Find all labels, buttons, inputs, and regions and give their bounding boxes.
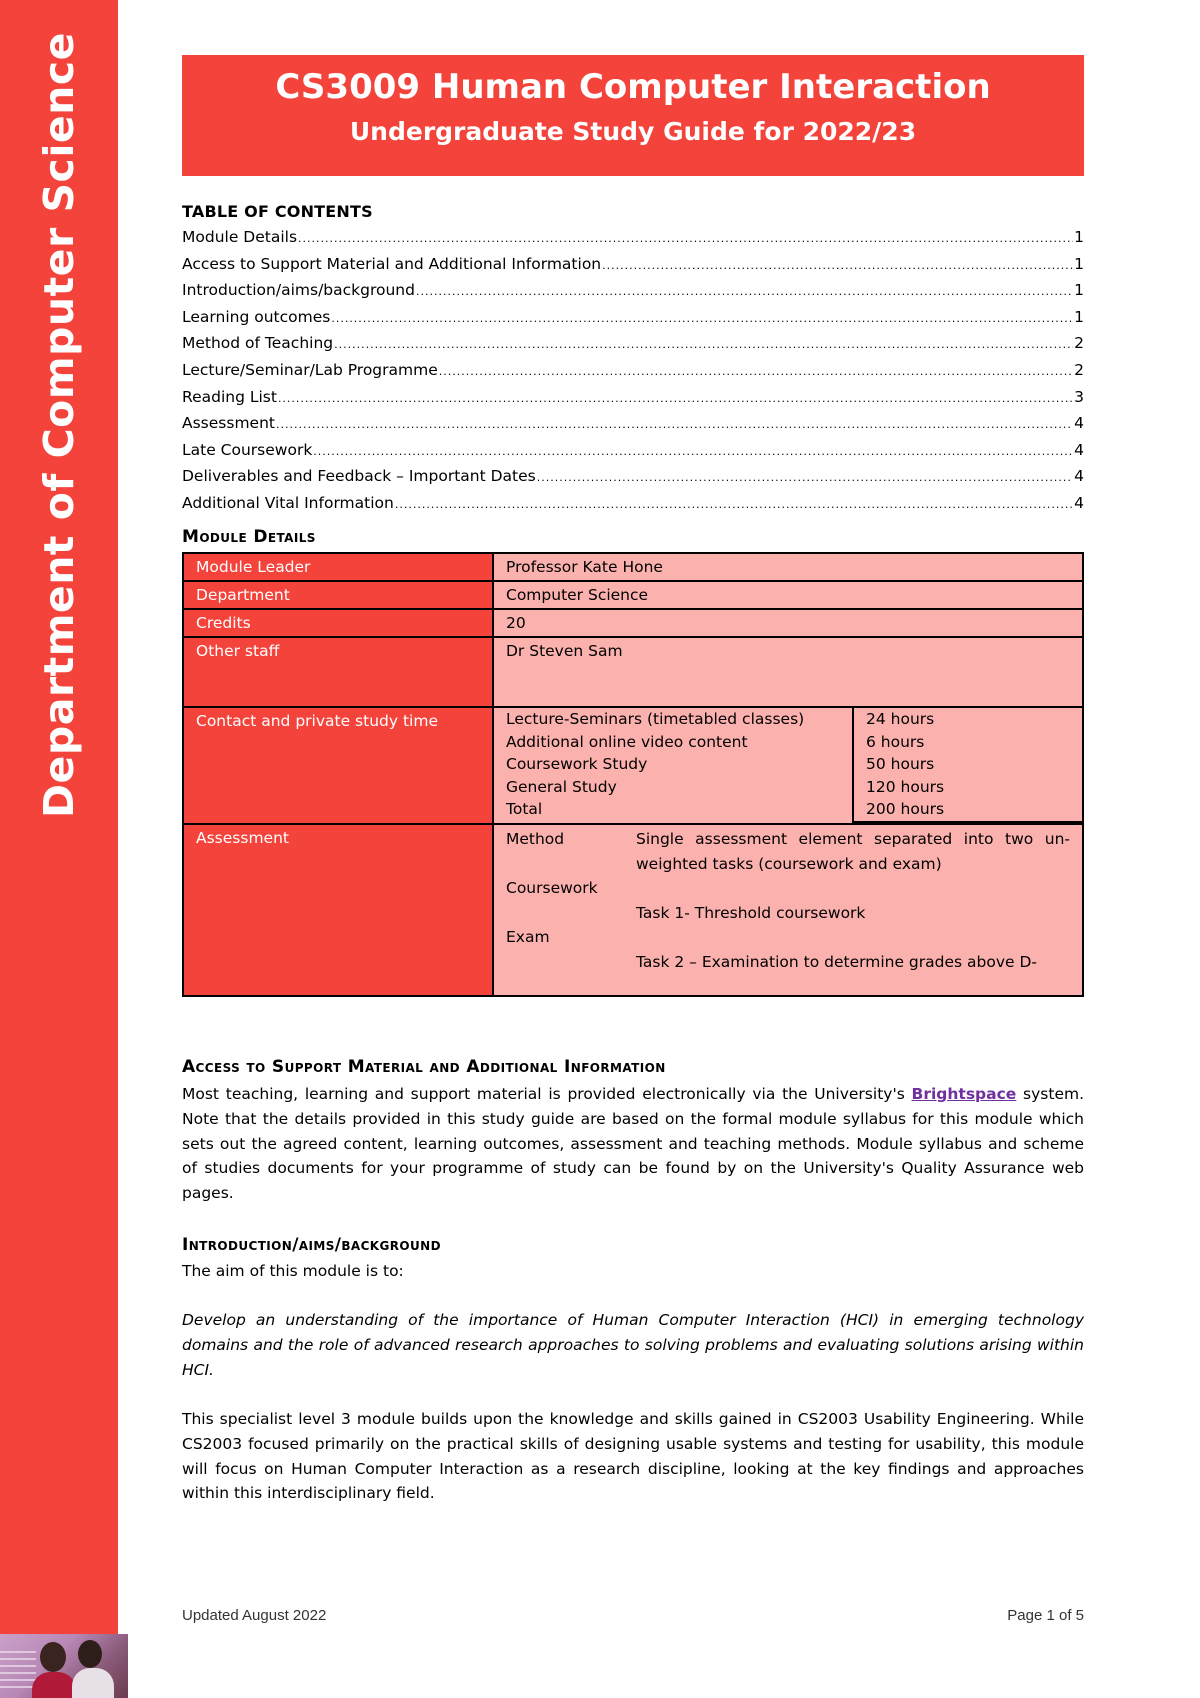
assessment-coursework-text: Task 1- Threshold coursework bbox=[636, 903, 866, 922]
toc-item-page: 3 bbox=[1074, 387, 1084, 406]
toc-leader-dots bbox=[602, 252, 1073, 279]
study-activity: Total bbox=[506, 800, 543, 819]
study-hours: 24 hours bbox=[852, 708, 1082, 731]
toc-leader-dots bbox=[298, 225, 1073, 252]
toc-item[interactable] bbox=[182, 278, 1084, 305]
assessment-method-label: Method bbox=[506, 829, 565, 848]
toc-item-page: 2 bbox=[1074, 334, 1084, 353]
document-subtitle: Undergraduate Study Guide for 2022/23 bbox=[349, 117, 917, 146]
study-activity: Coursework Study bbox=[506, 755, 648, 774]
brightspace-link[interactable]: Brightspace bbox=[911, 1085, 1017, 1103]
credits-value: 20 bbox=[493, 609, 1083, 637]
access-heading: Access to Support Material and Additional Information bbox=[182, 1057, 666, 1077]
toc-item-page: 1 bbox=[1074, 281, 1084, 300]
title-banner bbox=[182, 55, 1084, 176]
toc-item[interactable] bbox=[182, 252, 1084, 279]
toc-item[interactable] bbox=[182, 438, 1084, 465]
toc-leader-dots bbox=[276, 411, 1073, 438]
study-time-grid bbox=[506, 708, 1082, 823]
toc-leader-dots bbox=[439, 358, 1073, 385]
assessment-cell bbox=[493, 824, 1083, 996]
study-hours: 200 hours bbox=[852, 798, 1082, 823]
toc-item-label: Additional Vital Information bbox=[182, 493, 394, 512]
credits-label: Credits bbox=[183, 609, 493, 637]
department-side-title: Department of Computer Science bbox=[35, 32, 83, 818]
intro-heading: Introduction/aims/background bbox=[182, 1235, 441, 1255]
assessment-label: Assessment bbox=[183, 824, 493, 996]
toc-item[interactable] bbox=[182, 225, 1084, 252]
toc-leader-dots bbox=[313, 438, 1073, 465]
toc-item-page: 1 bbox=[1074, 254, 1084, 273]
table-of-contents bbox=[182, 202, 1084, 518]
toc-leader-dots bbox=[278, 385, 1073, 412]
toc-leader-dots bbox=[416, 278, 1073, 305]
toc-leader-dots bbox=[331, 305, 1073, 332]
toc-item-page: 4 bbox=[1074, 467, 1084, 486]
toc-item[interactable] bbox=[182, 385, 1084, 412]
toc-item-page: 1 bbox=[1074, 307, 1084, 326]
assessment-coursework-label: Coursework bbox=[506, 879, 598, 898]
toc-leader-dots bbox=[395, 491, 1073, 518]
study-hours: 6 hours bbox=[852, 731, 1082, 754]
toc-item-page: 4 bbox=[1074, 493, 1084, 512]
toc-item-label: Deliverables and Feedback – Important Dates bbox=[182, 467, 536, 486]
module-details-table bbox=[182, 552, 1084, 997]
assessment-method-text: Single assessment element separated into two un-weighted tasks (coursework and exam) bbox=[636, 829, 1070, 873]
toc-item-label: Module Details bbox=[182, 228, 298, 246]
toc-item-page: 4 bbox=[1074, 440, 1084, 459]
toc-item-label: Learning outcomes bbox=[182, 307, 331, 326]
toc-leader-dots bbox=[537, 464, 1073, 491]
assessment-exam-text: Task 2 – Examination to determine grades above D- bbox=[636, 952, 1037, 971]
other-staff-label: Other staff bbox=[183, 637, 493, 707]
access-text-start: Most teaching, learning and support material is provided electronically via the University's bbox=[182, 1085, 912, 1103]
study-activity: Additional online video content bbox=[506, 732, 748, 751]
toc-item[interactable] bbox=[182, 464, 1084, 491]
document-title: CS3009 Human Computer Interaction bbox=[275, 67, 991, 107]
students-photo bbox=[0, 1634, 128, 1698]
study-activity: Lecture-Seminars (timetabled classes) bbox=[506, 710, 805, 728]
footer-updated: Updated August 2022 bbox=[182, 1607, 327, 1624]
study-time-label: Contact and private study time bbox=[183, 707, 493, 824]
access-paragraph bbox=[182, 1082, 1084, 1206]
toc-item[interactable] bbox=[182, 331, 1084, 358]
intro-aim-lead: The aim of this module is to: bbox=[182, 1262, 404, 1280]
toc-item-label: Access to Support Material and Additional Information bbox=[182, 254, 602, 273]
department-value: Computer Science bbox=[493, 581, 1083, 609]
study-activity: General Study bbox=[506, 777, 617, 796]
department-side-band bbox=[0, 0, 118, 1698]
intro-body: This specialist level 3 module builds upon the knowledge and skills gained in CS2003 Usability Engineering. While CS2003 focused primarily on the practical skills of designing usable systems and testing for usability, this module will focus on Human Computer Interaction as a research discipline, looking at the key findings and approaches within this interdisciplinary field. bbox=[182, 1410, 1084, 1503]
toc-leader-dots bbox=[334, 331, 1073, 358]
toc-item-page: 1 bbox=[1074, 228, 1084, 246]
toc-item-label: Assessment bbox=[182, 414, 275, 433]
module-details-heading: Module Details bbox=[182, 527, 316, 547]
toc-list bbox=[182, 225, 1084, 518]
toc-item-label: Reading List bbox=[182, 387, 277, 406]
toc-item[interactable] bbox=[182, 305, 1084, 332]
toc-item-page: 4 bbox=[1074, 414, 1084, 433]
department-label: Department bbox=[183, 581, 493, 609]
footer-page-number: Page 1 of 5 bbox=[1007, 1607, 1084, 1624]
toc-item-page: 2 bbox=[1074, 360, 1084, 379]
toc-item-label: Lecture/Seminar/Lab Programme bbox=[182, 360, 438, 379]
toc-item-label: Late Coursework bbox=[182, 440, 313, 459]
toc-item-label: Method of Teaching bbox=[182, 334, 334, 353]
module-leader-label: Module Leader bbox=[183, 553, 493, 581]
study-time-cell bbox=[493, 707, 1083, 824]
toc-item[interactable] bbox=[182, 491, 1084, 518]
toc-item[interactable] bbox=[182, 358, 1084, 385]
toc-heading: TABLE OF CONTENTS bbox=[182, 202, 373, 221]
study-hours: 50 hours bbox=[852, 753, 1082, 776]
assessment-grid bbox=[506, 827, 1070, 975]
intro-aim-text: Develop an understanding of the importance of Human Computer Interaction (HCI) in emerging technology domains and the role of advanced research approaches to solving problems and evaluating solutions arising within HCI. bbox=[182, 1311, 1084, 1379]
assessment-exam-label: Exam bbox=[506, 928, 550, 947]
toc-item-label: Introduction/aims/background bbox=[182, 281, 415, 300]
study-hours: 120 hours bbox=[852, 776, 1082, 799]
other-staff-value: Dr Steven Sam bbox=[493, 637, 1083, 707]
module-leader-value: Professor Kate Hone bbox=[493, 553, 1083, 581]
toc-item[interactable] bbox=[182, 411, 1084, 438]
access-text-end: system. Note that the details provided in this study guide are based on the formal module syllabus for this module which sets out the agreed content, learning outcomes, assessment and teaching methods. Module syllabus and scheme of studies documents for your programme of study can be found by on the University's Quality Assurance web pages. bbox=[182, 1085, 1085, 1203]
